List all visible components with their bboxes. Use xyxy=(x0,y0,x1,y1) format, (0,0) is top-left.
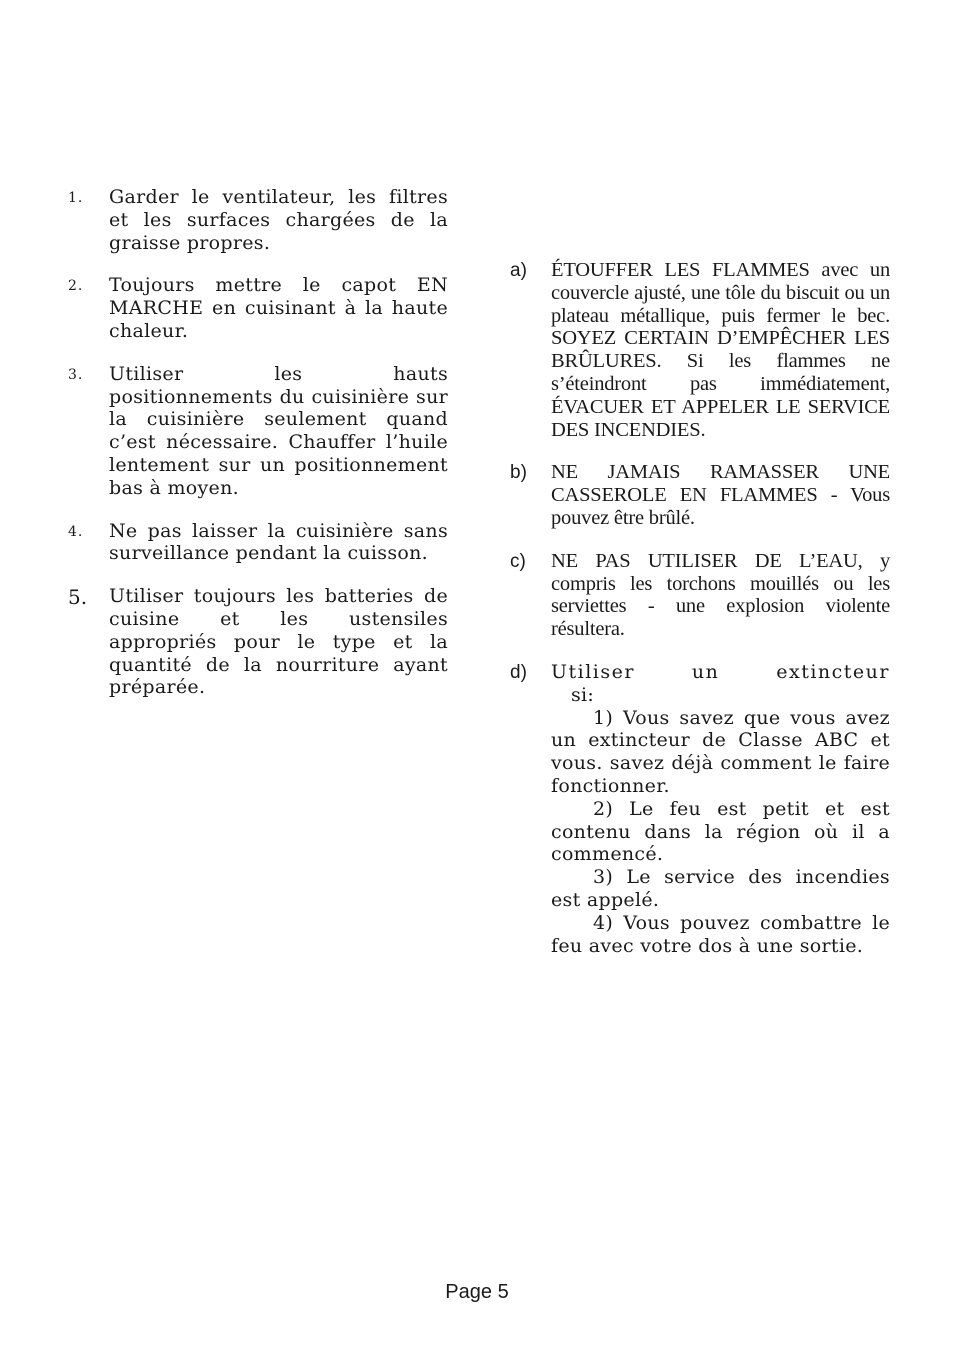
condition-4: 4) Vous pouvez combattre le feu avec votre dos à une sortie. xyxy=(551,911,890,957)
list-item-d xyxy=(510,661,890,957)
item-text: NE JAMAIS RAMASSER UNE CASSEROLE EN FLAMMES - Vous pouvez être brûlé. xyxy=(551,461,890,529)
extinguisher-intro-tail: si: xyxy=(571,683,595,706)
right-column xyxy=(510,259,890,977)
item-letter: a) xyxy=(510,260,527,281)
condition-1: 1) Vous savez que vous avez un extincteur de Classe ABC et vous. savez déjà comment le faire fonctionner. xyxy=(551,706,890,797)
item-letter: b) xyxy=(510,462,527,484)
list-item-5 xyxy=(68,585,448,699)
list-item-b xyxy=(510,461,890,529)
item-text: Utiliser les hauts positionnements du cuisinière sur la cuisinière seulement quand c’est nécessaire. Chauffer l’huile lentement sur un positionnement bas à moyen. xyxy=(109,362,448,499)
list-item-4 xyxy=(68,520,448,566)
item-text: NE PAS UTILISER DE L’EAU, y compris les torchons mouillés ou les serviettes - une explosion violente résultera. xyxy=(551,549,890,641)
item-text: Utiliser toujours les batteries de cuisine et les ustensiles appropriés pour le type et la quantité de la nourriture ayant préparée. xyxy=(109,585,448,699)
list-item-a xyxy=(510,259,890,441)
extinguisher-intro: Utiliser un extincteur xyxy=(551,660,890,683)
item-text: Garder le ventilateur, les filtres et les surfaces chargées de la graisse propres. xyxy=(109,186,448,254)
item-text: Ne pas laisser la cuisinière sans surveillance pendant la cuisson. xyxy=(109,519,448,565)
item-text: ÉTOUFFER LES FLAMMES avec un couvercle ajusté, une tôle du biscuit ou un plateau métallique, puis fermer le bec. SOYEZ CERTAIN D’EMPÊCHER LES BRÛLURES. Si les flammes ne s’éteindront pas immédiatement, ÉVACUER ET APPELER LE SERVICE DES INCENDIES. xyxy=(551,259,890,441)
list-item-3 xyxy=(68,363,448,500)
list-item-1 xyxy=(68,186,448,254)
list-item-c xyxy=(510,550,890,641)
item-number: 3. xyxy=(68,366,84,383)
left-column xyxy=(68,186,448,719)
item-letter: c) xyxy=(510,550,526,572)
item-number: 2. xyxy=(68,278,84,295)
condition-3: 3) Le service des incendies est appelé. xyxy=(551,866,890,911)
list-item-2 xyxy=(68,274,448,342)
item-letter: d) xyxy=(510,661,527,683)
item-number: 1. xyxy=(68,190,84,206)
item-text xyxy=(551,661,890,957)
page-number: Page 5 xyxy=(445,1281,509,1303)
item-number: 4. xyxy=(68,523,84,540)
condition-2: 2) Le feu est petit et est contenu dans la région où il a commencé. xyxy=(551,797,890,866)
item-text: Toujours mettre le capot EN MARCHE en cuisinant à la haute chaleur. xyxy=(109,274,448,342)
item-number: 5. xyxy=(68,585,88,610)
